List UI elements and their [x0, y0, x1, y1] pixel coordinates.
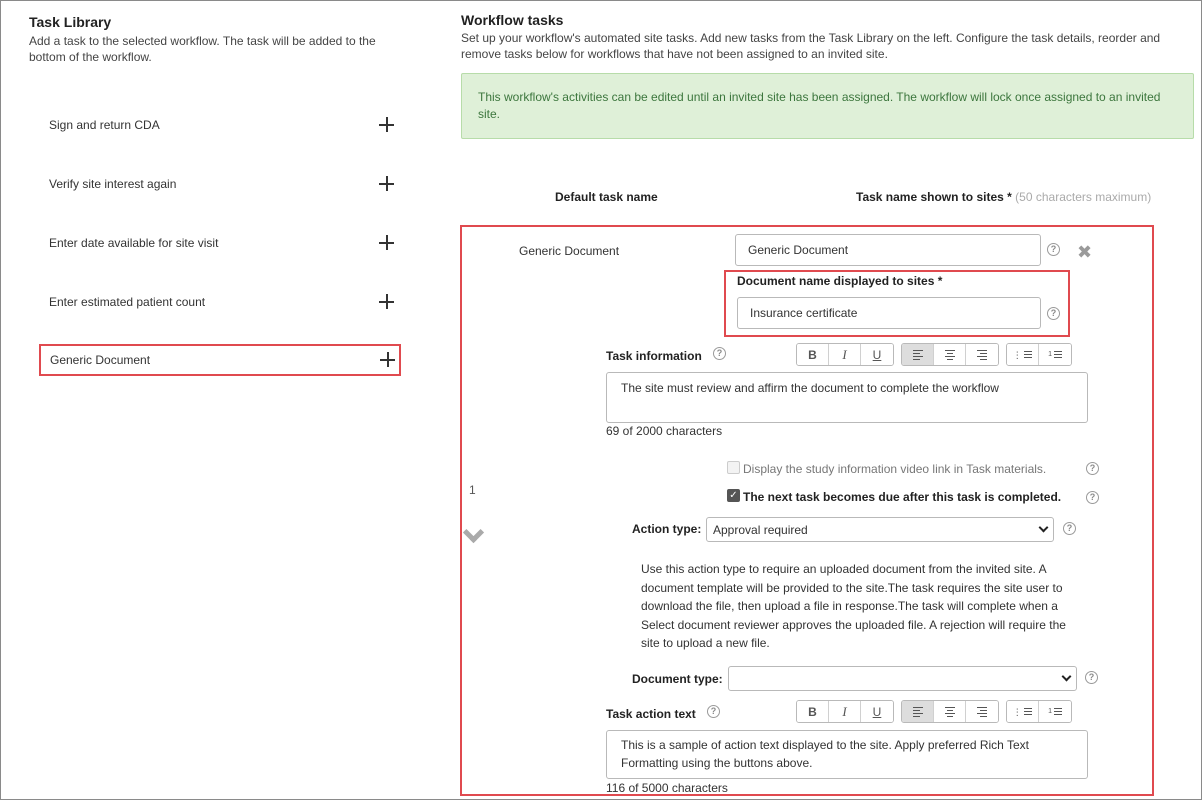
help-icon[interactable]: ? [1086, 462, 1099, 475]
task-action-textarea[interactable]: This is a sample of action text displayed to the site. Apply preferred Rich Text Formatting using the buttons above. [606, 730, 1088, 779]
task-action-text-label: Task action text [606, 707, 696, 721]
plus-icon[interactable] [380, 352, 395, 367]
workflow-tasks-title: Workflow tasks [461, 12, 564, 28]
align-left-icon[interactable] [902, 701, 934, 722]
help-icon[interactable]: ? [713, 347, 726, 360]
chevron-down-icon [1062, 672, 1072, 682]
library-item-date-available[interactable] [39, 227, 401, 259]
task-order-number: 1 [469, 483, 476, 497]
task-action-count: 116 of 5000 characters [606, 781, 728, 795]
plus-icon[interactable] [379, 235, 394, 250]
plus-icon[interactable] [379, 176, 394, 191]
align-center-icon[interactable] [934, 344, 966, 365]
task-library-description: Add a task to the selected workflow. The task will be added to the bottom of the workflow. [29, 34, 376, 64]
help-icon[interactable]: ? [1047, 243, 1060, 256]
library-item-sign-cda[interactable] [39, 109, 401, 141]
help-icon[interactable]: ? [1047, 307, 1060, 320]
column-header-shown-name [856, 190, 1151, 204]
task-default-name: Generic Document [519, 244, 620, 258]
action-type-label: Action type: [632, 522, 702, 536]
workflow-tasks-description: Set up your workflow's automated site tasks. Add new tasks from the Task Library on the left. Configure the task details, reorder and remove tasks below for workflows that have not been assigned to an invited site. [461, 31, 1161, 61]
column-header-shown-label: Task name shown to sites * [856, 190, 1012, 204]
video-link-label: Display the study information video link in Task materials. [743, 462, 1047, 476]
align-right-icon[interactable] [966, 701, 998, 722]
column-header-shown-hint: (50 characters maximum) [1015, 190, 1152, 204]
next-task-checkbox[interactable]: ✓ [727, 489, 740, 502]
chevron-down-icon[interactable] [463, 522, 484, 543]
task-information-textarea[interactable]: The site must review and affirm the document to complete the workflow [606, 372, 1088, 423]
numbered-list-icon[interactable]: 1 [1039, 344, 1071, 365]
italic-button[interactable]: I [829, 701, 861, 722]
bold-button[interactable]: B [797, 701, 829, 722]
plus-icon[interactable] [379, 117, 394, 132]
document-type-select[interactable] [728, 666, 1077, 691]
action-type-value: Approval required [713, 522, 808, 537]
task-collapse-toggle[interactable] [466, 525, 481, 540]
library-item-generic-document[interactable] [39, 344, 401, 376]
format-group [796, 700, 894, 723]
help-icon[interactable]: ? [1085, 671, 1098, 684]
bold-button[interactable]: B [797, 344, 829, 365]
list-group [1006, 700, 1072, 723]
align-right-icon[interactable] [966, 344, 998, 365]
action-rich-text-toolbar [796, 700, 1072, 723]
bullet-list-icon[interactable]: ⋮ [1007, 701, 1039, 722]
align-group [901, 343, 999, 366]
library-item-label: Enter date available for site visit [49, 236, 219, 250]
library-item-patient-count[interactable] [39, 286, 401, 318]
column-header-default-name: Default task name [555, 190, 658, 204]
align-left-icon[interactable] [902, 344, 934, 365]
library-item-label: Enter estimated patient count [49, 295, 206, 309]
bullet-list-icon[interactable]: ⋮ [1007, 344, 1039, 365]
close-icon[interactable]: ✖ [1077, 242, 1093, 262]
italic-button[interactable]: I [829, 344, 861, 365]
list-group [1006, 343, 1072, 366]
help-icon[interactable]: ? [1063, 522, 1076, 535]
library-item-label: Generic Document [50, 353, 151, 367]
document-type-label: Document type: [632, 672, 723, 686]
task-library-title: Task Library [29, 14, 112, 30]
plus-icon[interactable] [379, 294, 394, 309]
video-link-checkbox[interactable] [727, 461, 740, 474]
info-rich-text-toolbar [796, 343, 1072, 366]
numbered-list-icon[interactable]: 1 [1039, 701, 1071, 722]
document-name-input[interactable]: Insurance certificate [737, 297, 1041, 329]
library-item-label: Sign and return CDA [49, 118, 160, 132]
chevron-down-icon [1039, 523, 1049, 533]
task-shown-name-input[interactable]: Generic Document [735, 234, 1041, 266]
library-item-label: Verify site interest again [49, 177, 177, 191]
next-task-label: The next task becomes due after this task is completed. [743, 490, 1062, 504]
align-group [901, 700, 999, 723]
task-information-count: 69 of 2000 characters [606, 424, 723, 438]
task-information-label: Task information [606, 349, 702, 363]
workflow-lock-alert: This workflow's activities can be edited until an invited site has been assigned. The workflow will lock once assigned to an invited site. [461, 73, 1194, 139]
library-item-verify-interest[interactable] [39, 168, 401, 200]
document-name-label: Document name displayed to sites * [737, 274, 943, 288]
action-type-description: Use this action type to require an uploaded document from the invited site. A document template will be provided to the site.The task requires the site user to download the file, then upload a file in response.The task will complete when a Select document reviewer approves the uploaded file. A rejection will require the site to upload a new file. [641, 562, 1066, 650]
underline-button[interactable]: U [861, 344, 893, 365]
action-type-select[interactable] [706, 517, 1054, 542]
underline-button[interactable]: U [861, 701, 893, 722]
align-center-icon[interactable] [934, 701, 966, 722]
help-icon[interactable]: ? [707, 705, 720, 718]
format-group [796, 343, 894, 366]
help-icon[interactable]: ? [1086, 491, 1099, 504]
